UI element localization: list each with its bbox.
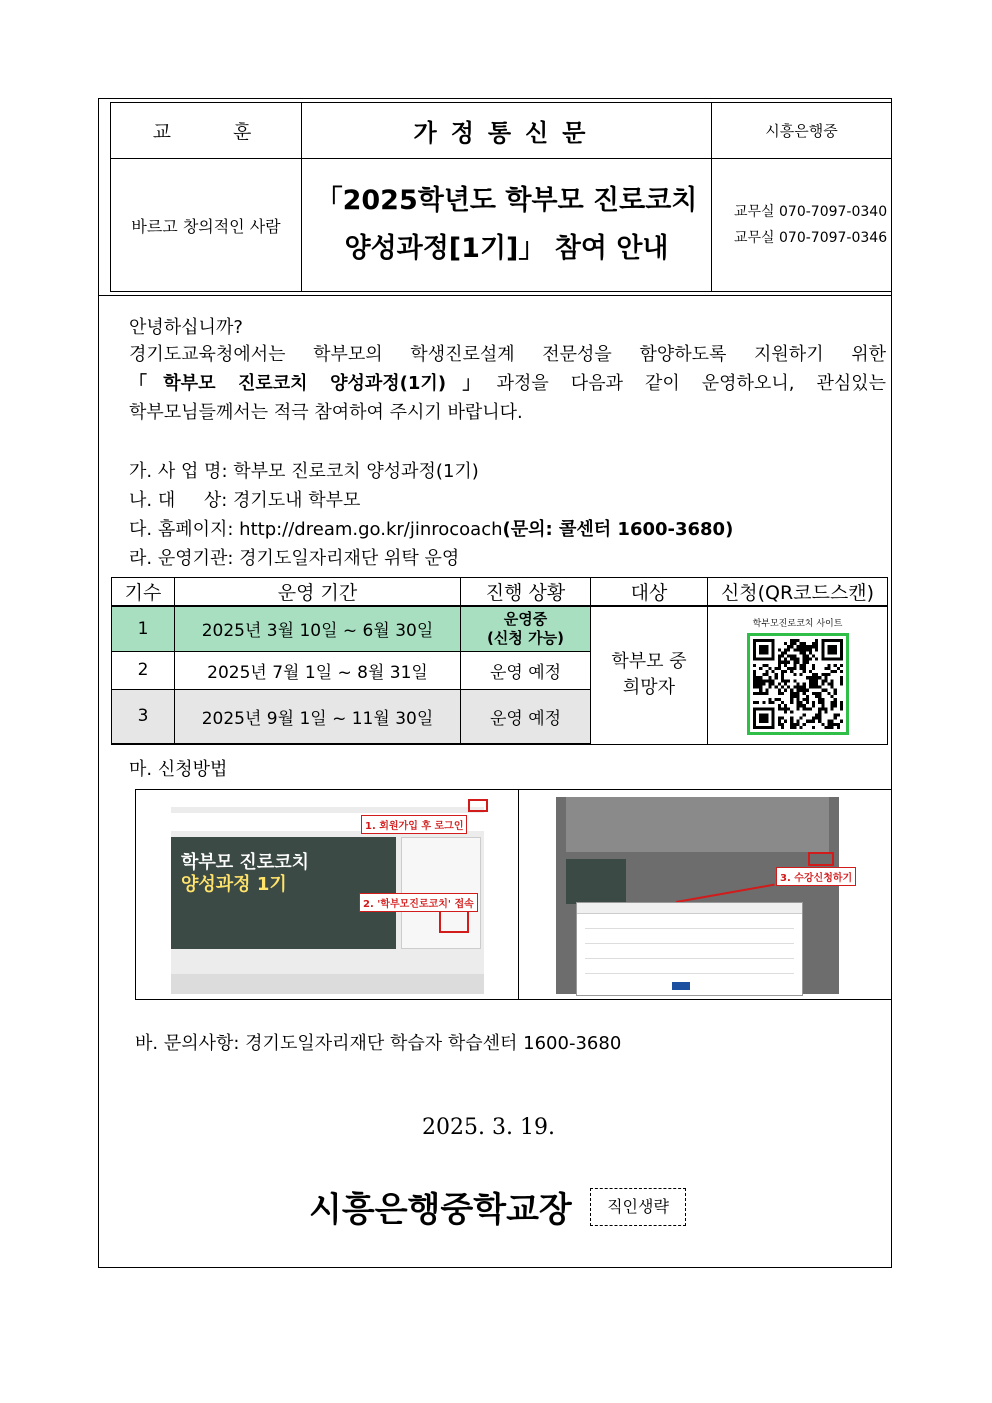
step-3-label: 3. 수강신청하기 — [776, 867, 856, 886]
modal-title-bar — [577, 903, 802, 914]
intro-line-2 — [129, 369, 886, 398]
motto: 바르고 창의적인 사람 — [111, 159, 302, 292]
contacts — [712, 159, 892, 292]
principal-name: 시흥은행중학교장 — [309, 1190, 572, 1230]
modal-row — [585, 935, 794, 944]
schedule-table — [111, 577, 888, 745]
item-f: 바. 문의사항: 경기도일자리재단 학습자 학습센터 1600-3680 — [135, 1033, 622, 1054]
banner-line-1: 학부모 진로코치 — [181, 852, 309, 873]
table-row — [112, 606, 888, 651]
item-e: 마. 신청방법 — [129, 759, 228, 780]
step-2-label: 2. '학부모진로코치' 접속 — [359, 893, 478, 912]
issue-date: 2025. 3. 19. — [422, 1115, 555, 1140]
header-table — [110, 102, 892, 292]
col-period: 운영 기간 — [175, 578, 461, 607]
course-thumbnail — [566, 859, 626, 904]
row-period: 2025년 9월 1일 ~ 11월 30일 — [175, 689, 461, 744]
col-status: 진행 상황 — [461, 578, 591, 607]
enrollment-modal — [576, 902, 803, 996]
modal-row — [585, 920, 794, 929]
callcenter: (문의: 콜센터 1600-3680) — [502, 519, 734, 540]
step-1-label: 1. 회원가입 후 로그인 — [361, 815, 467, 834]
greeting: 안녕하십니까? — [129, 317, 243, 338]
application-screenshots — [135, 789, 892, 1000]
contact-1: 교무실 070-7097-0340 — [734, 204, 888, 220]
item-d: 라. 운영기관: 경기도일자리재단 위탁 운영 — [129, 548, 460, 569]
site-notice-bar — [171, 974, 484, 994]
header-separator — [99, 295, 891, 296]
item-b: 나. 대 상: 경기도내 학부모 — [129, 490, 361, 511]
stamp-omitted: 직인생략 — [590, 1188, 686, 1226]
screenshot-website — [171, 797, 484, 994]
title-line-2: 양성과정[1기]」 참여 안내 — [344, 233, 669, 264]
row-period: 2025년 3월 10일 ~ 6월 30일 — [175, 606, 461, 651]
contact-2: 교무실 070-7097-0346 — [734, 230, 888, 246]
course-info-panel — [566, 797, 829, 852]
arrow-icon — [676, 884, 775, 903]
program-name: 「학부모 진로코치 양성과정(1기)」 — [129, 373, 497, 394]
row-status: 운영 예정 — [461, 689, 591, 744]
banner-line-2: 양성과정 1기 — [181, 874, 287, 895]
modal-confirm-button[interactable] — [672, 982, 690, 990]
intro-line-1: 경기도교육청에서는 학부모의 학생진로설계 전문성을 함양하도록 지원하기 위한 — [129, 344, 886, 365]
row-status: 운영중 (신청 가능) — [461, 606, 591, 651]
school-short-name: 시흥은행중 — [712, 103, 892, 159]
site-topbar — [171, 797, 484, 807]
document-frame — [98, 98, 892, 1268]
row-no: 2 — [112, 651, 175, 689]
signup-highlight — [468, 799, 488, 812]
col-apply: 신청(QR코드스캔) — [708, 578, 888, 607]
item-a: 가. 사 업 명: 학부모 진로코치 양성과정(1기) — [129, 461, 479, 482]
modal-row — [585, 950, 794, 959]
target: 학부모 중 희망자 — [591, 606, 708, 744]
screenshot-enrollment — [556, 797, 853, 994]
apply-highlight — [808, 852, 834, 866]
screenshot-divider — [518, 790, 519, 999]
doc-type: 가정통신문 — [302, 103, 712, 159]
col-no: 기수 — [112, 578, 175, 607]
item-c — [129, 515, 733, 541]
banner-title — [181, 852, 309, 896]
row-period: 2025년 7월 1일 ~ 8월 31일 — [175, 651, 461, 689]
modal-row — [585, 965, 794, 974]
col-target: 대상 — [591, 578, 708, 607]
motto-label: 교 훈 — [111, 103, 302, 159]
qr-caption: 학부모진로코치 사이트 — [752, 618, 843, 629]
document-title — [302, 159, 712, 292]
intro-line-2-rest: 과정을 다음과 같이 운영하오니, 관심있는 — [496, 373, 886, 394]
row-status: 운영 예정 — [461, 651, 591, 689]
title-line-1: 「2025학년도 학부모 진로코치 — [315, 185, 698, 216]
homepage-url[interactable]: 다. 홈페이지: http://dream.go.kr/jinrocoach — [129, 519, 503, 540]
intro-line-3: 학부모님들께서는 적극 참여하여 주시기 바랍니다. — [129, 402, 523, 423]
row-no: 3 — [112, 689, 175, 744]
row-no: 1 — [112, 606, 175, 651]
qr-cell — [708, 606, 888, 744]
qr-code-icon[interactable] — [747, 633, 849, 735]
